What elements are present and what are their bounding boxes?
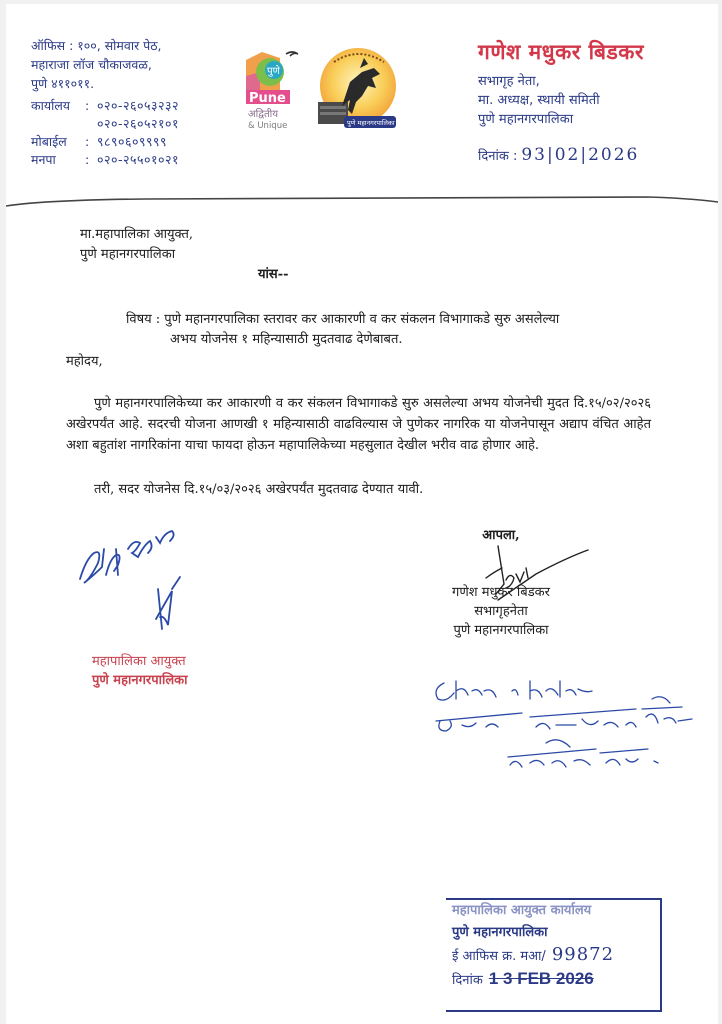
svg-text:अद्वितीय: अद्वितीय — [248, 109, 279, 120]
contact-value: ०२०-२६०५२१०१ — [97, 116, 180, 131]
svg-text:पुणे: पुणे — [267, 66, 280, 77]
contact-row-office-2 — [31, 115, 179, 133]
closing-yours: आपला, — [482, 528, 520, 543]
contact-value: ०२०-२५५०१०२१ — [97, 152, 180, 167]
letter-page — [6, 4, 718, 1024]
addressee-line: मा.महापालिका आयुक्त, — [80, 227, 194, 242]
pune-mahanagarpalika-emblem — [312, 44, 398, 132]
stamp-inward-line — [446, 944, 660, 968]
stamp-org-line: पुणे महानगरपालिका — [452, 925, 548, 940]
commissioner-title-line: महापालिका आयुक्त — [92, 654, 186, 669]
address-line: पुणे ४११०११. — [31, 76, 95, 91]
salutation: महोदय, — [66, 354, 103, 369]
handwritten-endorsement-icon — [426, 669, 706, 779]
contact-label — [31, 115, 85, 133]
letter-date — [478, 145, 644, 165]
sender-name: गणेश मधुकर बिडकर — [478, 40, 644, 64]
contact-row-mobile: मोबाईल : ९८९०६०९९९९ — [31, 134, 168, 149]
sender-signature-icon — [476, 544, 596, 614]
letterhead-contact-block — [31, 36, 179, 169]
pmc-emblem-icon — [312, 44, 398, 132]
sender-role: सभागृह नेता, — [478, 74, 540, 89]
contact-label: कार्यालय — [31, 98, 71, 113]
closing-designation: सभागृहनेता — [474, 604, 528, 619]
letterhead-divider — [6, 194, 718, 208]
stamp-date-label: दिनांक — [452, 973, 483, 988]
office-address — [31, 36, 179, 93]
contact-value: ९८९०६०९९९९ — [97, 134, 168, 149]
addressee-suffix: यांस-- — [258, 267, 289, 282]
pune-unique-logo-icon — [240, 46, 306, 132]
subject-line: अभय योजनेस १ महिन्यासाठी मुदतवाढ देणेबाबत. — [170, 332, 403, 347]
date-value-handwritten: 93|02|2026 — [521, 145, 640, 165]
letterhead-sender-block — [478, 38, 644, 165]
address-line: महाराजा लॉज चौकाजवळ, — [31, 57, 152, 72]
sender-role: पुणे महानगरपालिका — [478, 112, 574, 127]
contact-label: मोबाईल — [31, 134, 67, 149]
stamp-inward-label: ई आफिस क्र. मआ/ — [452, 949, 546, 964]
svg-text:पुणे महानगरपालिका: पुणे महानगरपालिका — [347, 119, 395, 127]
commissioner-title-line: पुणे महानगरपालिका — [92, 673, 188, 688]
stamp-date-line — [446, 968, 660, 992]
address-line: ऑफिस : १००, सोमवार पेठ, — [31, 38, 162, 53]
addressee-line: पुणे महानगरपालिका — [80, 247, 176, 262]
contact-list — [31, 97, 179, 169]
sender-role: मा. अध्यक्ष, स्थायी समिती — [478, 93, 600, 108]
svg-text:Pune: Pune — [249, 91, 286, 106]
stamp-office-line: महापालिका आयुक्त कार्यालय — [452, 903, 592, 918]
subject-block — [126, 310, 666, 350]
contact-value: ०२०-२६०५३२३२ — [97, 98, 180, 113]
commissioner-handwritten-note-icon — [76, 519, 206, 644]
contact-row-office: कार्यालय : ०२०-२६०५३२३२ — [31, 98, 180, 113]
body-paragraph-1 — [66, 393, 651, 456]
stamp-date-value: 1 3 FEB 2026 — [488, 969, 594, 988]
subject-line: विषय : पुणे महानगरपालिका स्तरावर कर आकारणी व कर संकलन विभागाकडे सुरु असलेल्या — [126, 312, 560, 327]
sender-roles — [478, 72, 644, 129]
stamp-inward-number: 99872 — [551, 944, 615, 965]
contact-row-pmc: मनपा : ०२०-२५५०१०२१ — [31, 152, 180, 167]
inward-stamp — [446, 898, 662, 1012]
svg-text:& Unique: & Unique — [248, 121, 288, 131]
commissioner-title — [92, 652, 188, 690]
date-label: दिनांक : — [478, 149, 518, 164]
body-paragraph-text: तरी, सदर योजनेस दि.१५/०३/२०२६ अखेरपर्यंत मुदतवाढ देण्यात यावी. — [94, 482, 424, 497]
closing-org: पुणे महानगरपालिका — [453, 623, 549, 638]
addressee-block — [80, 225, 193, 265]
contact-label: मनपा — [31, 152, 56, 167]
pune-unique-logo — [240, 46, 306, 132]
body-paragraph-text: पुणे महानगरपालिकेच्या कर आकारणी व कर संकलन विभागाकडे सुरु असलेल्या अभय योजनेची मुदत दि.१५/०२/२०२६ अखेरपर्यंत आहे. सदरची योजना आणखी १ महिन्यासाठी वाढविल्यास जे पुणेकर नागरिक या योजनेपासून अद्याप वंचित आहेत अशा बहुतांश नागरिकांना याचा फायदा होऊन महापालिकेच्या महसुलात देखील भरीव वाढ होणार आहे. — [66, 396, 651, 453]
closing-name: गणेश मधुकर बिडकर — [452, 585, 550, 600]
body-paragraph-2 — [66, 479, 651, 500]
